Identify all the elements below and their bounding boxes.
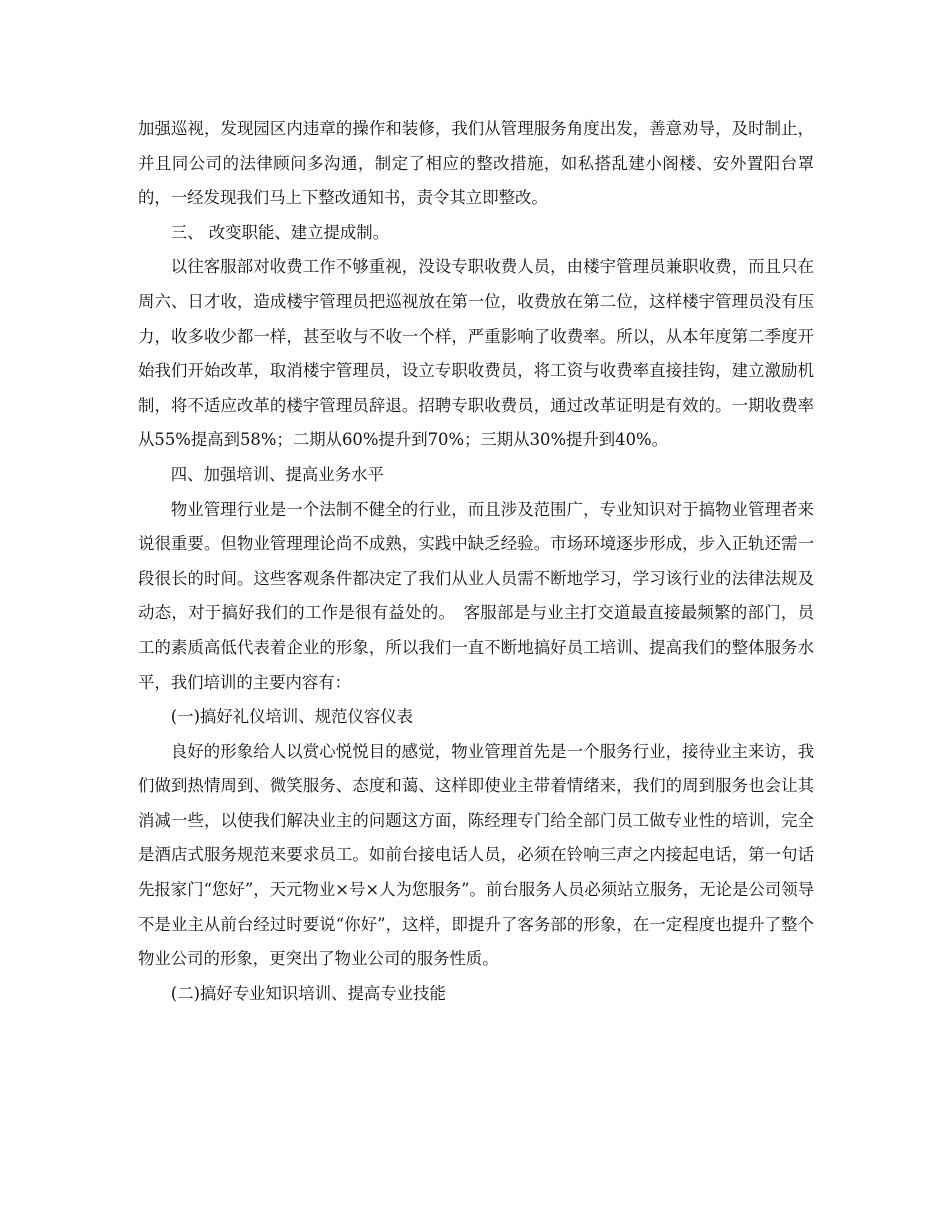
paragraph-continuation: 加强巡视，发现园区内违章的操作和装修，我们从管理服务角度出发，善意劝导，及时制止，并且同公司的法律顾问多沟通，制定了相应的整改措施，如私搭乱建小阁楼、安外置阳台罩的，一经发现我们马上下整改通知书，责令其立即整改。 — [138, 119, 814, 208]
section-heading-3: 三、 改变职能、建立提成制。 — [170, 222, 390, 242]
section-heading-4: 四、加强培训、提高业务水平 — [170, 464, 384, 484]
paragraph-etiquette-training: 良好的形象给人以赏心悦悦目的感觉，物业管理首先是一个服务行业，接待业主来访，我们做到热情周到、微笑服务、态度和蔼、这样即使业主带着情绪来，我们的周到服务也会让其消减一些，以使我们解决业主的问题这方面，陈经理专门给全部门员工做专业性的培训，完全是酒店式服务规范来要求员工。如前台接电话人员，必须在铃响三声之内接起电话，第一句话先报家门“您好”，天元物业×号×人为您服务”。前台服务人员必须站立服务，无论是公司领导不是业主从前台经过时要说“你好”，这样，即提升了客务部的形象，在一定程度也提升了整个物业公司的形象，更突出了物业公司的服务性质。 — [138, 741, 814, 969]
subsection-heading-1: (一)搞好礼仪培训、规范仪容仪表 — [170, 707, 414, 727]
paragraph-fee-reform: 以往客服部对收费工作不够重视，没设专职收费人员，由楼宇管理员兼职收费，而且只在周六、日才收，造成楼宇管理员把巡视放在第一位，收费放在第二位，这样楼宇管理员没有压力，收多收少都一样，甚至收与不收一个样，严重影响了收费率。所以，从本年度第二季度开始我们开始改革，取消楼宇管理员，设立专职收费员，将工资与收费率直接挂钩，建立激励机制，将不适应改革的楼宇管理员辞退。招聘专职收费员，通过改革证明是有效的。一期收费率从55%提高到58%；二期从60%提升到70%；三期从30%提升到40%。 — [138, 257, 814, 450]
document-page — [138, 112, 814, 1011]
paragraph-training-intro: 物业管理行业是一个法制不健全的行业，而且涉及范围广，专业知识对于搞物业管理者来说很重要。但物业管理理论尚不成熟，实践中缺乏经验。市场环境逐步形成，步入正轨还需一段很长的时间。这些客观条件都决定了我们从业人员需不断地学习，学习该行业的法律法规及动态，对于搞好我们的工作是很有益处的。 客服部是与业主打交道最直接最频繁的部门，员工的素质高低代表着企业的形象，所以我们一直不断地搞好员工培训、提高我们的整体服务水平，我们培训的主要内容有： — [138, 499, 814, 692]
subsection-heading-2: (二)搞好专业知识培训、提高专业技能 — [170, 983, 446, 1003]
